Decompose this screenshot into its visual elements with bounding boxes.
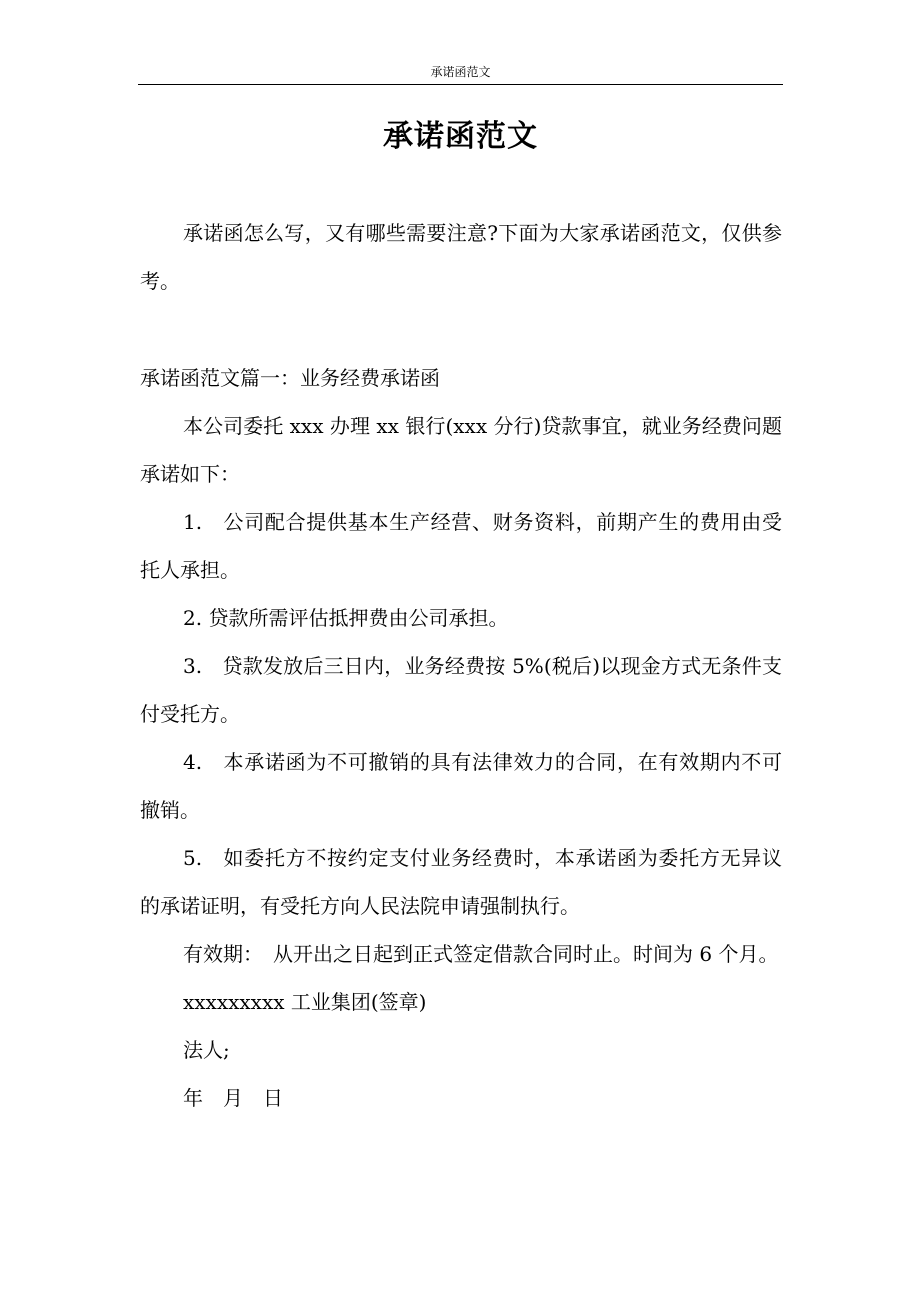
list-item-4: 4. 本承诺函为不可撤销的具有法律效力的合同，在有效期内不可撤销。	[140, 750, 782, 822]
section-heading: 承诺函范文篇一：业务经费承诺函	[140, 366, 440, 390]
signatory-line: xxxxxxxxx 工业集团(签章)	[183, 990, 427, 1014]
intro-block	[140, 209, 782, 305]
opening-paragraph: 本公司委托 xxx 办理 xx 银行(xxx 分行)贷款事宜，就业务经费问题承诺如下：	[140, 414, 782, 486]
intro-paragraph: 承诺函怎么写，又有哪些需要注意?下面为大家承诺函范文，仅供参考。	[140, 221, 782, 293]
date-line: 年 月 日	[183, 1086, 283, 1110]
list-item-5: 5. 如委托方不按约定支付业务经费时，本承诺函为委托方无异议的承诺证明，有受托方向人民法院申请强制执行。	[140, 846, 782, 918]
list-item-2: 2. 贷款所需评估抵押费由公司承担。	[183, 606, 509, 630]
list-item-1: 1. 公司配合提供基本生产经营、财务资料，前期产生的费用由受托人承担。	[140, 510, 782, 582]
section-block	[140, 354, 782, 1122]
legal-person-line: 法人;	[183, 1038, 230, 1062]
header-divider	[138, 84, 783, 85]
validity-paragraph: 有效期： 从开出之日起到正式签定借款合同时止。时间为 6 个月。	[183, 942, 779, 966]
running-header: 承诺函范文	[430, 65, 491, 79]
document-title: 承诺函范文	[383, 119, 538, 154]
list-item-3: 3. 贷款发放后三日内，业务经费按 5%(税后)以现金方式无条件支付受托方。	[140, 654, 782, 726]
